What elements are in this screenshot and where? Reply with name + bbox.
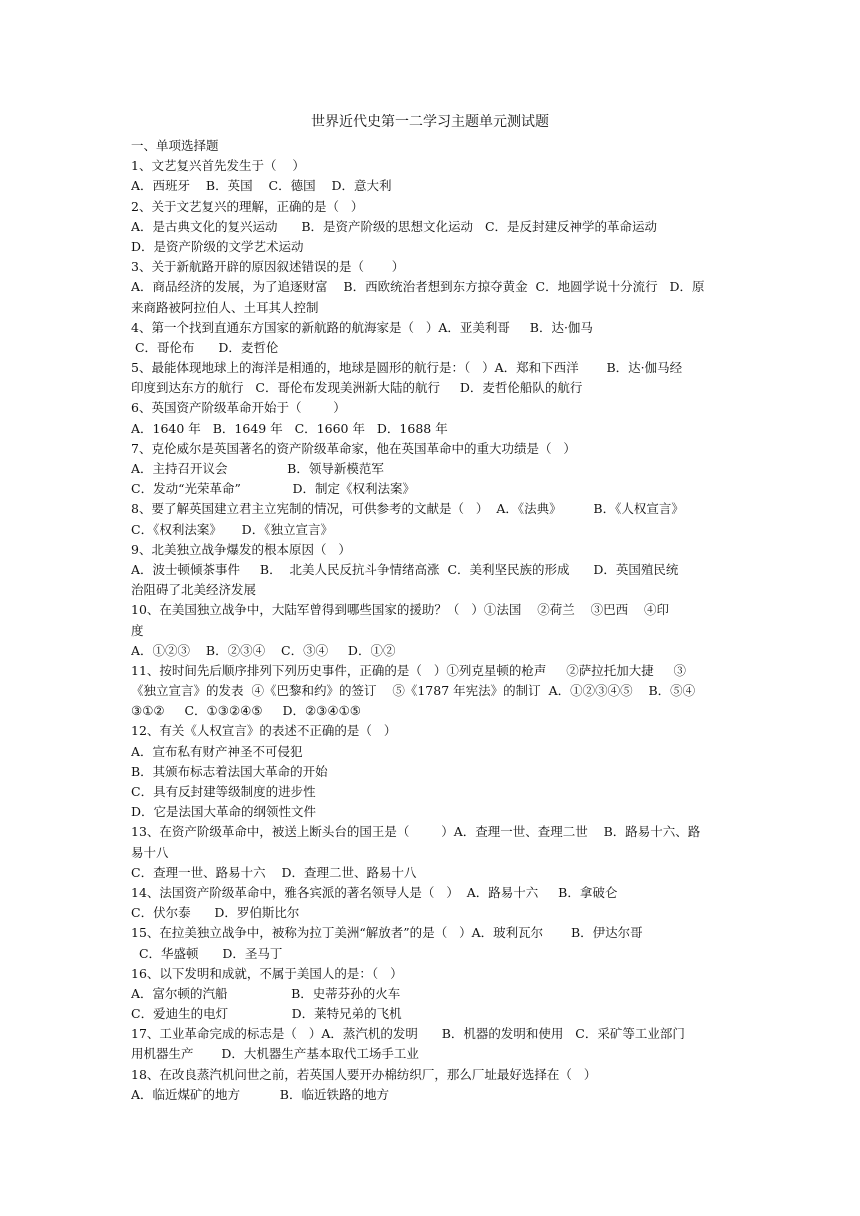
text-line: D．是资产阶级的文学艺术运动 xyxy=(131,238,304,254)
text-line: 治阻碍了北美经济发展 xyxy=(131,582,257,598)
text-line: 15、在拉美独立战争中，被称为拉丁美洲“解放者”的是（ ）A．玻利瓦尔 B．伊达尔哥 xyxy=(131,925,643,941)
text-line: C．查理一世、路易十六 D．查理二世、路易十八 xyxy=(131,864,417,880)
text-line: 14、法国资产阶级革命中，雅各宾派的著名领导人是（ ） A．路易十六 B．拿破仑 xyxy=(131,884,618,900)
text-line: 4、第一个找到直通东方国家的新航路的航海家是（ ）A．亚美利哥 B．达·伽马 xyxy=(131,319,593,335)
text-line: 16、以下发明和成就，不属于美国人的是：（ ） xyxy=(131,965,403,981)
text-line: C．发动“光荣革命” D．制定《权利法案》 xyxy=(131,481,416,497)
text-line: 用机器生产 D．大机器生产基本取代工场手工业 xyxy=(131,1046,419,1062)
text-line: C．《权利法案》 D．《独立宣言》 xyxy=(131,521,333,537)
text-line: 来商路被阿拉伯人、土耳其人控制 xyxy=(131,299,319,315)
text-line: C．爱迪生的电灯 D．莱特兄弟的飞机 xyxy=(131,1006,402,1022)
text-line: 度 xyxy=(131,622,144,638)
text-line: 18、在改良蒸汽机问世之前，若英国人要开办棉纺织厂，那么厂址最好选择在（ ） xyxy=(131,1066,597,1082)
text-line: 印度到达东方的航行 C．哥伦布发现美洲新大陆的航行 D．麦哲伦船队的航行 xyxy=(131,380,583,396)
text-line: C．具有反封建等级制度的进步性 xyxy=(131,784,316,799)
text-line: 8、要了解英国建立君主立宪制的情况，可供参考的文献是（ ） A．《法典》 B．《人权宣言》 xyxy=(131,501,684,517)
text-line: 9、北美独立战争爆发的根本原因（ ） xyxy=(131,541,351,557)
section-heading: 一、单项选择题 xyxy=(131,138,219,153)
text-line: 3、关于新航路开辟的原因叙述错误的是（ ） xyxy=(131,259,405,275)
text-line: D．它是法国大革命的纲领性文件 xyxy=(131,804,317,820)
text-line: A．1640 年 B．1649 年 C．1660 年 D．1688 年 xyxy=(131,420,448,436)
text-line: A．西班牙 B．英国 C．德国 D．意大利 xyxy=(131,178,392,194)
text-line: A．临近煤矿的地方 B．临近铁路的地方 xyxy=(131,1086,389,1102)
text-line: C．伏尔泰 D．罗伯斯比尔 xyxy=(131,905,300,921)
text-line: 13、在资产阶级革命中，被送上断头台的国王是（ ）A．查理一世、查理二世 B．路易十六、路 xyxy=(131,824,701,840)
document-title: 世界近代史第一二学习主题单元测试题 xyxy=(311,114,549,130)
text-line: A．主持召开议会 B．领导新模范军 xyxy=(131,461,384,476)
document-body xyxy=(131,136,733,1105)
text-line: C．哥伦布 D．麦哲伦 xyxy=(131,339,279,355)
text-line: ③①② C．①③②④⑤ D．②③④①⑤ xyxy=(131,703,361,719)
text-line: B．其颁布标志着法国大革命的开始 xyxy=(131,763,328,779)
text-line: A．宣布私有财产神圣不可侵犯 xyxy=(131,743,303,759)
text-line: 易十八 xyxy=(131,844,169,860)
text-line: 7、克伦威尔是英国著名的资产阶级革命家，他在英国革命中的重大功绩是（ ） xyxy=(131,440,576,456)
text-line: 10、在美国独立战争中，大陆军曾得到哪些国家的援助？（ ）①法国 ②荷兰 ③巴西 ④印 xyxy=(131,602,670,618)
text-line: 17、工业革命完成的标志是（ ）A．蒸汽机的发明 B．机器的发明和使用 C．采矿等工业部门 xyxy=(131,1026,685,1042)
text-line: A．商品经济的发展，为了追逐财富 B．西欧统治者想到东方掠夺黄金 C．地圆学说十分流行 D．原 xyxy=(131,279,705,295)
text-line: A．①②③ B．②③④ C．③④ D．①② xyxy=(131,642,396,658)
text-line: C．华盛顿 D．圣马丁 xyxy=(131,945,283,961)
text-line: 6、英国资产阶级革命开始于（ ） xyxy=(131,400,346,416)
text-line: 12、有关《人权宣言》的表述不正确的是（ ） xyxy=(131,723,397,739)
text-line: A．波士顿倾茶事件 B． 北美人民反抗斗争情绪高涨 C．美利坚民族的形成 D．英国殖民统 xyxy=(131,561,679,577)
text-line: 《独立宣言》的发表 ④《巴黎和约》的签订 ⑤《1787 年宪法》的制订 A．①②③④⑤ B．⑤④ xyxy=(131,683,696,699)
text-line: A．富尔顿的汽船 B．史蒂芬孙的火车 xyxy=(131,985,401,1001)
text-line: 1、文艺复兴首先发生于（ ） xyxy=(131,158,305,174)
text-line: 11、按时间先后顺序排列下列历史事件，正确的是（ ）①列克星顿的枪声 ②萨拉托加大捷 ③ xyxy=(131,662,687,678)
text-line: 5、最能体现地球上的海洋是相通的，地球是圆形的航行是：（ ）A．郑和下西洋 B．达·伽马经 xyxy=(131,360,683,376)
text-line: 2、关于文艺复兴的理解，正确的是（ ） xyxy=(131,198,364,214)
text-line: A．是古典文化的复兴运动 B．是资产阶级的思想文化运动 C．是反封建反神学的革命运动 xyxy=(131,218,658,234)
